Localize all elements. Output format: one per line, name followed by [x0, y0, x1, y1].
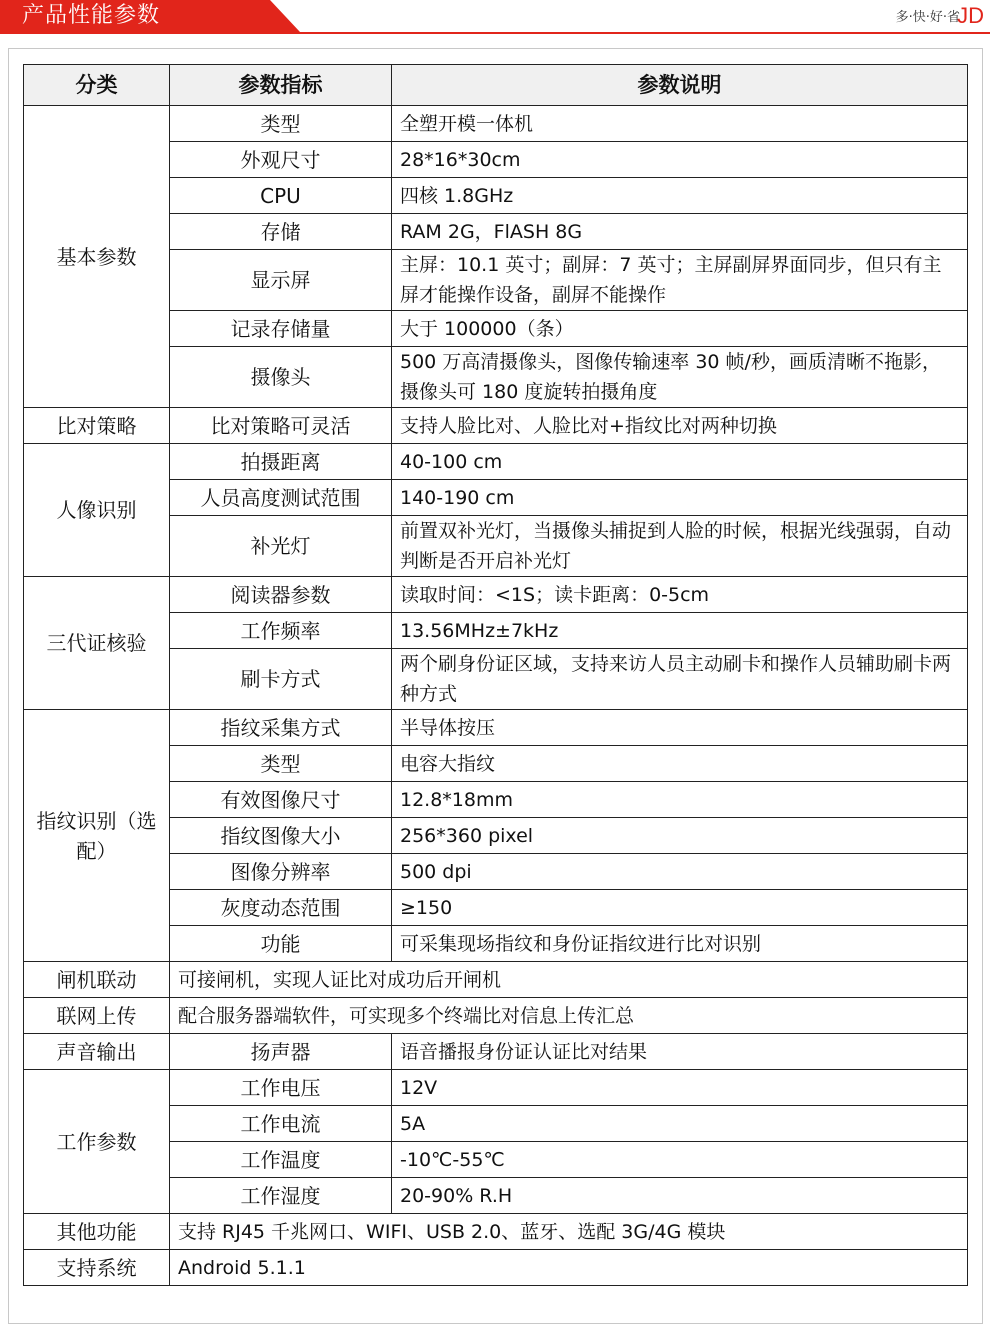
- desc-cell-wide: 配合服务器端软件，可实现多个终端比对信息上传汇总: [170, 998, 968, 1034]
- desc-cell: 四核 1.8GHz: [392, 178, 968, 214]
- desc-cell: 前置双补光灯，当摄像头捕捉到人脸的时候，根据光线强弱，自动判断是否开启补光灯: [392, 516, 968, 577]
- header-desc: 参数说明: [392, 65, 968, 106]
- param-cell: 工作电流: [170, 1106, 392, 1142]
- param-cell: 阅读器参数: [170, 577, 392, 613]
- category-cell: 支持系统: [24, 1250, 170, 1286]
- param-cell: 存储: [170, 214, 392, 250]
- param-cell: 灰度动态范围: [170, 890, 392, 926]
- header-divider: [0, 32, 990, 34]
- spec-table: [23, 64, 968, 1286]
- table-row: [24, 998, 968, 1034]
- desc-cell: 可采集现场指纹和身份证指纹进行比对识别: [392, 926, 968, 962]
- table-row: [24, 1070, 968, 1106]
- desc-cell: -10℃-55℃: [392, 1142, 968, 1178]
- param-cell: 人员高度测试范围: [170, 480, 392, 516]
- desc-cell: 读取时间：<1S；读卡距离：0-5cm: [392, 577, 968, 613]
- desc-cell: 140-190 cm: [392, 480, 968, 516]
- category-cell: 基本参数: [24, 106, 170, 408]
- param-cell: 刷卡方式: [170, 649, 392, 710]
- param-cell: CPU: [170, 178, 392, 214]
- param-cell: 外观尺寸: [170, 142, 392, 178]
- param-cell: 指纹图像大小: [170, 818, 392, 854]
- category-cell: 人像识别: [24, 444, 170, 577]
- param-cell: 扬声器: [170, 1034, 392, 1070]
- header-bar: [0, 0, 990, 34]
- desc-cell: 20-90% R.H: [392, 1178, 968, 1214]
- table-row: [24, 710, 968, 746]
- desc-cell: 5A: [392, 1106, 968, 1142]
- table-row: [24, 106, 968, 142]
- desc-cell: 半导体按压: [392, 710, 968, 746]
- table-row: [24, 444, 968, 480]
- param-cell: 拍摄距离: [170, 444, 392, 480]
- desc-cell: 12V: [392, 1070, 968, 1106]
- brand-logo: JD: [957, 3, 984, 28]
- desc-cell: 两个刷身份证区域，支持来访人员主动刷卡和操作人员辅助刷卡两种方式: [392, 649, 968, 710]
- desc-cell: 256*360 pixel: [392, 818, 968, 854]
- param-cell: 比对策略可灵活: [170, 408, 392, 444]
- param-cell: 工作温度: [170, 1142, 392, 1178]
- param-cell: 记录存储量: [170, 311, 392, 347]
- category-cell: 比对策略: [24, 408, 170, 444]
- category-cell: 联网上传: [24, 998, 170, 1034]
- category-cell: 其他功能: [24, 1214, 170, 1250]
- table-row: [24, 962, 968, 998]
- page-title: 产品性能参数: [22, 3, 161, 28]
- param-cell: 显示屏: [170, 250, 392, 311]
- param-cell: 工作频率: [170, 613, 392, 649]
- category-cell: 三代证核验: [24, 577, 170, 710]
- desc-cell: ≥150: [392, 890, 968, 926]
- table-row: [24, 1250, 968, 1286]
- param-cell: 工作湿度: [170, 1178, 392, 1214]
- desc-cell: 语音播报身份证认证比对结果: [392, 1034, 968, 1070]
- desc-cell: 28*16*30cm: [392, 142, 968, 178]
- desc-cell: 500 万高清摄像头，图像传输速率 30 帧/秒，画质清晰不拖影，摄像头可 180 度旋转拍摄角度: [392, 347, 968, 408]
- header-param: 参数指标: [170, 65, 392, 106]
- param-cell: 工作电压: [170, 1070, 392, 1106]
- category-cell: 闸机联动: [24, 962, 170, 998]
- category-cell: 工作参数: [24, 1070, 170, 1214]
- param-cell: 补光灯: [170, 516, 392, 577]
- table-row: [24, 577, 968, 613]
- table-header-row: [24, 65, 968, 106]
- header-category: 分类: [24, 65, 170, 106]
- param-cell: 类型: [170, 106, 392, 142]
- table-row: [24, 408, 968, 444]
- param-cell: 功能: [170, 926, 392, 962]
- desc-cell-wide: 可接闸机，实现人证比对成功后开闸机: [170, 962, 968, 998]
- slogan: 多·快·好·省: [895, 10, 960, 25]
- desc-cell: 大于 100000（条）: [392, 311, 968, 347]
- table-row: [24, 1214, 968, 1250]
- param-cell: 指纹采集方式: [170, 710, 392, 746]
- desc-cell: 40-100 cm: [392, 444, 968, 480]
- desc-cell: 主屏：10.1 英寸；副屏：7 英寸；主屏副屏界面同步，但只有主屏才能操作设备，副屏不能操作: [392, 250, 968, 311]
- category-cell: 指纹识别（选配）: [24, 710, 170, 962]
- param-cell: 类型: [170, 746, 392, 782]
- desc-cell: 电容大指纹: [392, 746, 968, 782]
- desc-cell: 12.8*18mm: [392, 782, 968, 818]
- desc-cell: RAM 2G，FlASH 8G: [392, 214, 968, 250]
- category-cell: 声音输出: [24, 1034, 170, 1070]
- table-row: [24, 1034, 968, 1070]
- param-cell: 摄像头: [170, 347, 392, 408]
- desc-cell: 全塑开模一体机: [392, 106, 968, 142]
- desc-cell: 500 dpi: [392, 854, 968, 890]
- desc-cell: 13.56MHz±7kHz: [392, 613, 968, 649]
- desc-cell-wide: Android 5.1.1: [170, 1250, 968, 1286]
- desc-cell-wide: 支持 RJ45 千兆网口、WIFI、USB 2.0、蓝牙、选配 3G/4G 模块: [170, 1214, 968, 1250]
- param-cell: 图像分辨率: [170, 854, 392, 890]
- desc-cell: 支持人脸比对、人脸比对+指纹比对两种切换: [392, 408, 968, 444]
- param-cell: 有效图像尺寸: [170, 782, 392, 818]
